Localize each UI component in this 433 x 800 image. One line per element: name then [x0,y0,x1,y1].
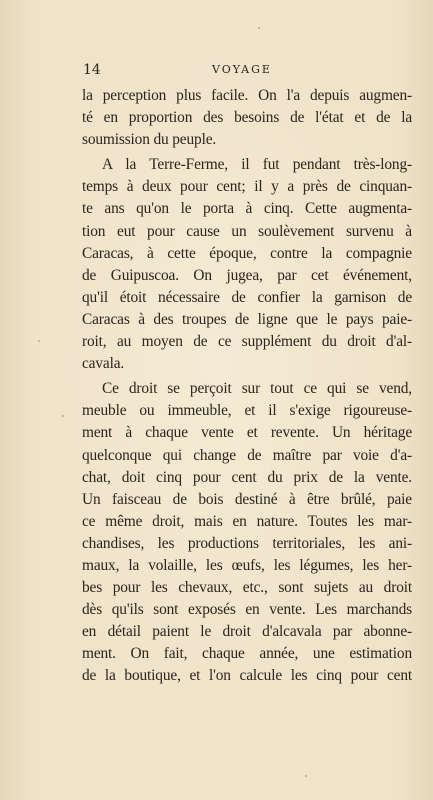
text-line: de la boutique, et l'on calcule les cinq pour cent [82,667,412,685]
paper-speck [305,775,307,777]
text-line: te ans qu'on le porta à cinq. Cette augmenta- [82,200,412,218]
text-line: soumission du peuple. [82,131,217,149]
text-line: Ce droit se perçoit sur tout ce qui se vend, [102,380,412,398]
text-line: ment. On fait, chaque année, une estimation [82,645,412,663]
paragraph [82,154,412,375]
text-line: en détail paient le droit d'alcavala par abonne- [82,623,412,641]
paragraph [82,85,412,151]
text-line: Caracas à des troupes de ligne que le pays paie- [82,310,412,328]
text-line: tion eut pour cause un soulèvement survenu à [82,222,412,240]
text-line: roit, au moyen de ce supplément du droit d'al- [82,333,412,351]
text-line: maux, la volaille, les œufs, les légumes, les her- [82,556,412,574]
text-line: bes pour les chevaux, etc., sont sujets au droit [82,579,412,597]
body-text [82,85,412,688]
text-line: ce même droit, mais en nature. Toutes les mar- [82,512,412,530]
text-line: la perception plus facile. On l'a depuis augmen- [82,87,412,104]
text-line: qu'il étoit nécessaire de confier la garnison de [82,288,412,306]
text-line: Un faisceau de bois destiné à être brûlé, paie [82,490,412,508]
text-line: cavala. [82,355,125,373]
paper-speck [258,27,260,29]
paper-speck [62,415,64,417]
paper-speck [38,340,40,342]
paragraph [82,378,412,687]
text-line: chat, doit cinq pour cent du prix de la vente. [82,468,412,486]
text-line: meuble ou immeuble, et il s'exige rigoureuse- [82,402,412,420]
text-line: té en proportion des besoins de l'état et de la [82,109,412,127]
running-title: VOYAGE [212,63,272,76]
text-line: temps à deux pour cent; il y a près de cinquan- [82,178,412,196]
page-number: 14 [83,62,101,78]
running-head [83,62,413,80]
text-line: A la Terre-Ferme, il fut pendant très-long- [102,156,412,174]
text-line: de Guipuscoa. On jugea, par cet événement, [82,266,412,284]
text-line: quelconque qui change de maître par voie d'a- [82,446,412,464]
text-line: Caracas, à cette époque, contre la compagnie [82,244,412,262]
text-line: dès qu'ils sont exposés en vente. Les marchands [82,601,412,619]
text-line: ment à chaque vente et revente. Un héritage [82,424,412,442]
text-line: chandises, les productions territoriales, les ani- [82,534,412,552]
